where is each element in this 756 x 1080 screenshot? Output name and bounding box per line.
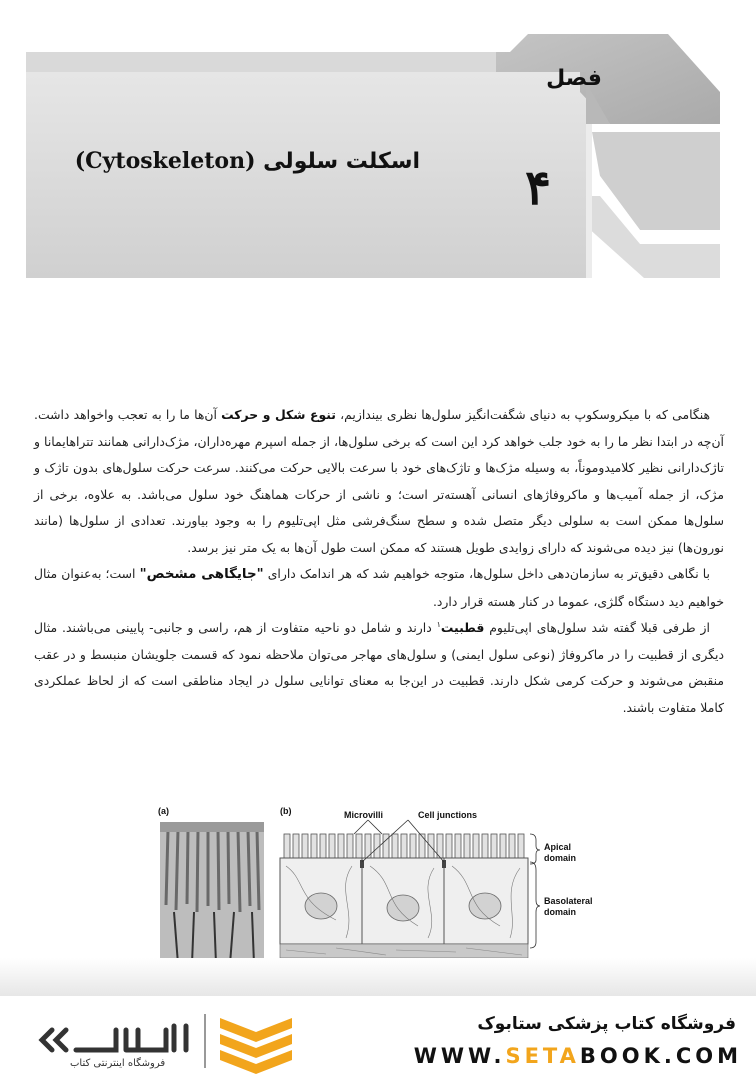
setabook-logo	[34, 1008, 294, 1074]
apical-label-2: domain	[544, 853, 577, 863]
basolateral-label-2: domain	[544, 907, 577, 917]
body-text	[34, 402, 724, 721]
url-accent: SETA	[505, 1044, 580, 1068]
chapter-title-en: (Cytoskeleton)	[74, 148, 256, 174]
shop-name: فروشگاه کتاب پزشکی ستابوک	[477, 1014, 736, 1034]
paragraph-1	[34, 402, 724, 561]
p3-text-a: از طرفی قبلا گفته شد سلول‌های اپی‌تلیوم	[484, 620, 710, 635]
p1-text-a: هنگامی که با میکروسکوپ به دنیای شگفت‌انگیز سلول‌ها نظری بیندازیم،	[335, 407, 711, 422]
basolateral-label-1: Basolateral	[544, 896, 593, 906]
p1-text-b: آن‌ها ما را به تعجب واخواهد داشت. آن‌چه در ابتدا نظر ما را به خود جلب خواهد کرد این است که برخی سلول‌ها، از جمله اسپرم مهره‌داران، مژک‌دارانی همانند تتراهایمانا و تاژک‌دارانی نظیر کلامیدوموناً، به وسیله مژک‌ها و تاژک‌های خود با سرعت بالایی حرکت می‌کنند. سرعت حرکت سلول‌های بدون تاژک و مژک، از جمله آمیب‌ها و ماکروفاژهای انسانی آهسته‌تر است؛ و ناشی از حرکات هماهنگ خود سلول می‌باشد. به علاوه، برخی از سلول‌ها ممکن است به سلولی دیگر متصل شده و سطح سنگ‌فرشی مثل اپی‌تلیوم را به وجود بیاورند. تعدادی از سلول‌ها (مانند نورون‌ها) نیز دیده می‌شوند که دارای زوایدی طویل هستند که ممکن است طول آن‌ها به یک متر نیز برسد.	[34, 407, 724, 555]
footer-banner	[0, 996, 756, 1080]
footer-fade	[0, 958, 756, 1000]
chapter-title-fa: اسکلت سلولی	[263, 149, 420, 174]
chapter-number: ۴	[525, 160, 551, 216]
panel-b-label: (b)	[280, 806, 292, 816]
footnote-marker: ۱	[436, 619, 441, 629]
apical-label-1: Apical	[544, 842, 572, 852]
chapter-header	[0, 0, 756, 300]
microvilli-label: Microvilli	[344, 810, 384, 820]
p1-bold: تنوع شکل و حرکت	[221, 407, 336, 422]
paragraph-2	[34, 561, 724, 615]
cell-junctions-label: Cell junctions	[418, 810, 478, 820]
website-url[interactable]	[414, 1044, 742, 1068]
url-prefix: WWW.	[413, 1044, 506, 1068]
epithelial-cells	[280, 834, 528, 958]
p2-text-b: است؛ به‌عنوان مثال خواهیم دید دستگاه گلژی، عموما در کنار هسته قرار دارد.	[34, 566, 724, 609]
panel-a-label: (a)	[158, 806, 169, 816]
logo-caption: فروشگاه اینترنتی کتاب	[70, 1058, 166, 1069]
chapter-title	[60, 148, 420, 174]
paragraph-3	[34, 615, 724, 721]
epithelium-figure	[156, 800, 596, 980]
p3-bold: قطبیت	[440, 620, 485, 635]
p2-bold: "جایگاهی مشخص"	[139, 567, 264, 582]
figure-drawing	[156, 800, 596, 980]
p2-text-a: با نگاهی دقیق‌تر به سازمان‌دهی داخل سلول‌ها، متوجه خواهیم شد که هر اندامک دارای	[263, 566, 710, 581]
p3-text-b: دارند و شامل دو ناحیه متفاوت از هم، راسی و جانبی- پایینی می‌باشند. مثال دیگری از قطبیت را در ماکروفاژ (نوعی سلول ایمنی) و سلول‌های مهاجر می‌توان ملاحظه نمود که قسمت جلویشان منبسط و در عقب منقبض می‌شوند و حرکت کرمی شکل دارند. قطبیت در این‌جا به معنای توانایی سلول در ایجاد مناطقی است که از لحاظ عملکردی کاملا متفاوت باشند.	[34, 620, 724, 715]
chapter-label: فصل	[546, 66, 602, 91]
url-suffix: BOOK.COM	[579, 1044, 742, 1068]
